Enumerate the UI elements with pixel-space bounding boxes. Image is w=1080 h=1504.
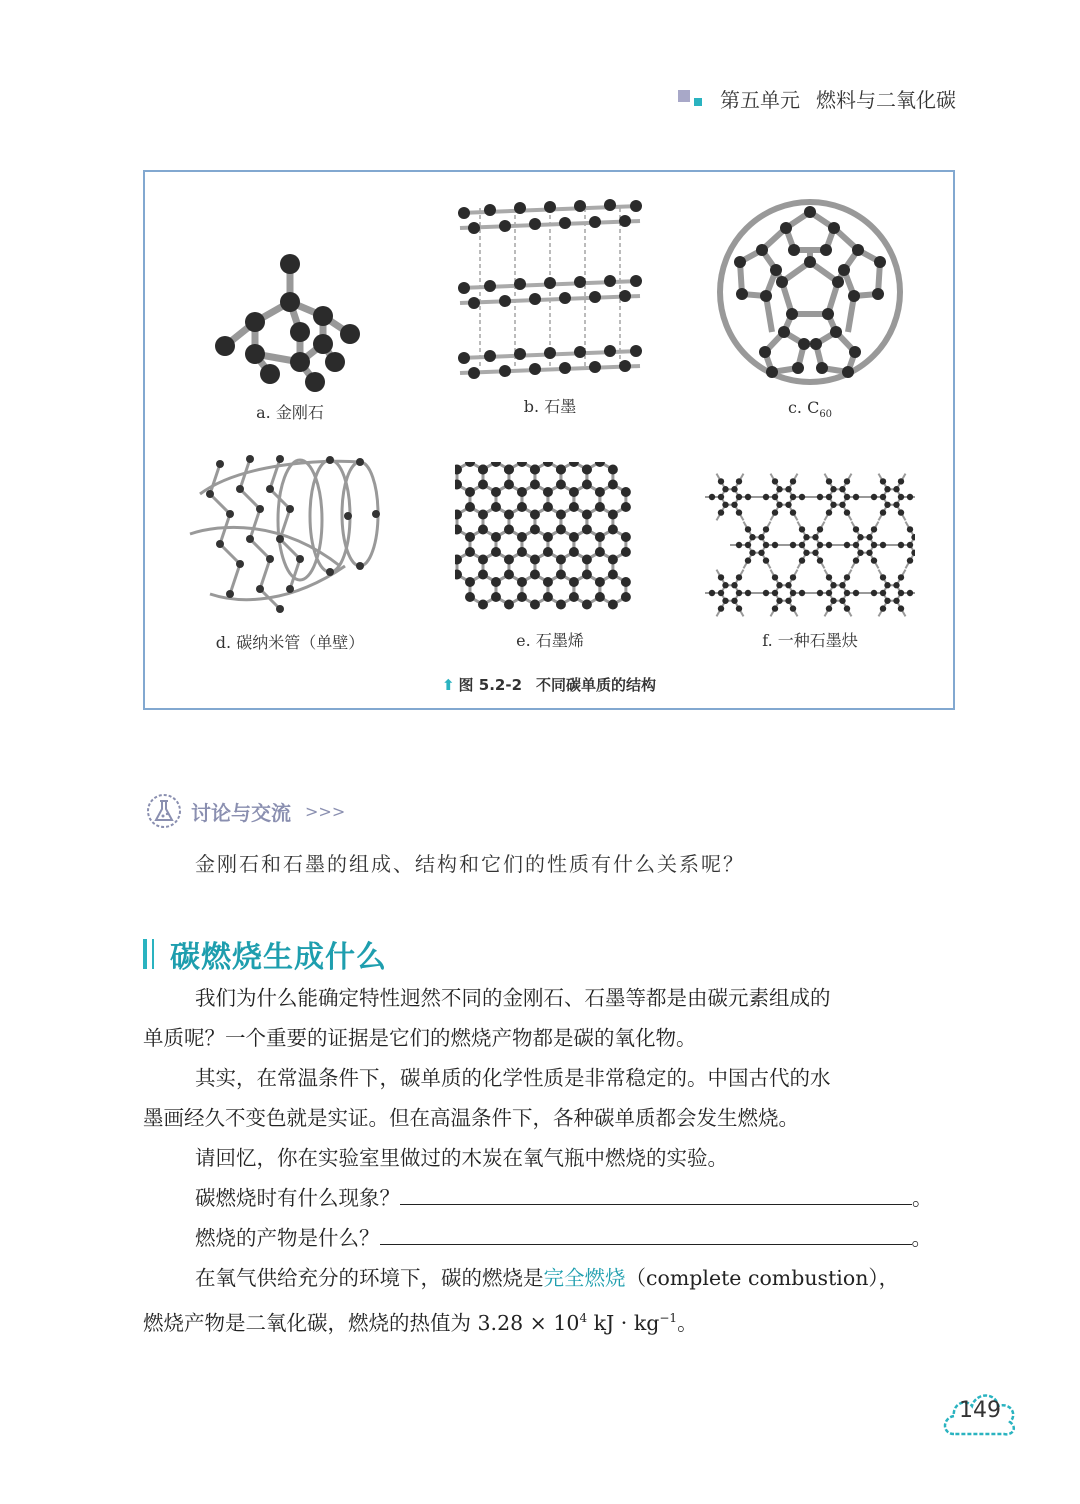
caption-d: d. 碳纳米管（单壁） <box>215 633 365 652</box>
p5-unit-exponent: −1 <box>659 1311 678 1325</box>
section-heading <box>143 932 387 976</box>
graphyne-structure-image <box>705 472 915 622</box>
figure-panel-diamond <box>165 234 415 423</box>
figure-panel-graphite <box>425 188 675 417</box>
figure-title <box>145 674 953 695</box>
p5-exponent: 4 <box>579 1311 588 1325</box>
q2-period: 。 <box>911 1226 932 1250</box>
diamond-structure-image <box>205 234 375 394</box>
nanotube-structure-image <box>180 454 400 624</box>
p3-text: 请回忆，你在实验室里做过的木炭在氧气瓶中燃烧的实验。 <box>195 1146 728 1170</box>
p1-line2: 单质呢？一个重要的证据是它们的燃烧产物都是碳的氧化物。 <box>143 1026 697 1050</box>
discussion-question: 金刚石和石墨的组成、结构和它们的性质有什么关系呢？ <box>195 852 745 876</box>
q1-period: 。 <box>912 1186 933 1210</box>
caption-b: b. 石墨 <box>523 397 577 416</box>
section-title: 碳燃烧生成什么 <box>170 940 387 975</box>
page-number-text: 149 <box>959 1398 1001 1423</box>
graphene-structure-image <box>455 462 645 622</box>
paragraph-1 <box>143 978 955 1058</box>
flask-icon <box>145 792 183 830</box>
answer-blank-2[interactable] <box>380 1228 912 1245</box>
discussion-label: 讨论与交流 <box>191 800 291 825</box>
p5-unit: kJ · kg <box>587 1310 660 1335</box>
caption-c <box>685 398 935 420</box>
p5-end: 。 <box>677 1310 698 1335</box>
caption-a: a. 金刚石 <box>256 403 324 422</box>
discussion-heading <box>145 792 345 830</box>
answer-blank-1[interactable] <box>400 1188 912 1205</box>
p2-line2: 墨画经久不变色就是实证。但在高温条件下，各种碳单质都会发生燃烧。 <box>143 1106 799 1130</box>
section-bar-icon <box>143 939 154 969</box>
question-1: 碳燃烧时有什么现象？ <box>195 1186 400 1210</box>
p5-before: 燃烧产物是二氧化碳，燃烧的热值为 3.28 × 10 <box>143 1310 580 1335</box>
header-title: 燃料与二氧化碳 <box>816 88 956 112</box>
caption-c-prefix: c. C <box>787 398 820 417</box>
caption-e: e. 石墨烯 <box>516 631 584 650</box>
p2-line1: 其实，在常温条件下，碳单质的化学性质是非常稳定的。中国古代的水 <box>195 1066 831 1090</box>
graphite-structure-image <box>450 188 650 388</box>
figure-panel-c60 <box>685 192 935 420</box>
paragraph-4 <box>143 1258 955 1343</box>
figure-number: 图 5.2-2 <box>458 676 523 694</box>
figure-panel-graphyne <box>685 472 935 651</box>
arrow-up-icon: ⬆ <box>441 676 455 694</box>
header-unit: 第五单元 <box>720 88 800 112</box>
figure-title-text: 不同碳单质的结构 <box>536 676 657 694</box>
p1-line1: 我们为什么能确定特性迥然不同的金刚石、石墨等都是由碳元素组成的 <box>195 986 831 1010</box>
figure-panel-graphene <box>425 462 675 651</box>
paragraph-3 <box>143 1138 955 1258</box>
term-complete-combustion: 完全燃烧 <box>543 1266 626 1290</box>
running-header <box>678 84 956 113</box>
caption-f: f. 一种石墨炔 <box>762 631 858 650</box>
caption-c-subscript: 60 <box>819 409 833 421</box>
p4-after: （complete combustion）， <box>625 1266 900 1290</box>
paragraph-2 <box>143 1058 955 1138</box>
header-squares-icon <box>678 88 704 110</box>
question-2: 燃烧的产物是什么？ <box>195 1226 380 1250</box>
discussion-arrows: >>> <box>305 801 346 821</box>
page-number <box>940 1384 1020 1444</box>
figure-5-2-2 <box>143 170 955 710</box>
p4-before: 在氧气供给充分的环境下，碳的燃烧是 <box>195 1266 544 1290</box>
c60-structure-image <box>710 192 910 392</box>
figure-panel-nanotube <box>165 454 415 653</box>
